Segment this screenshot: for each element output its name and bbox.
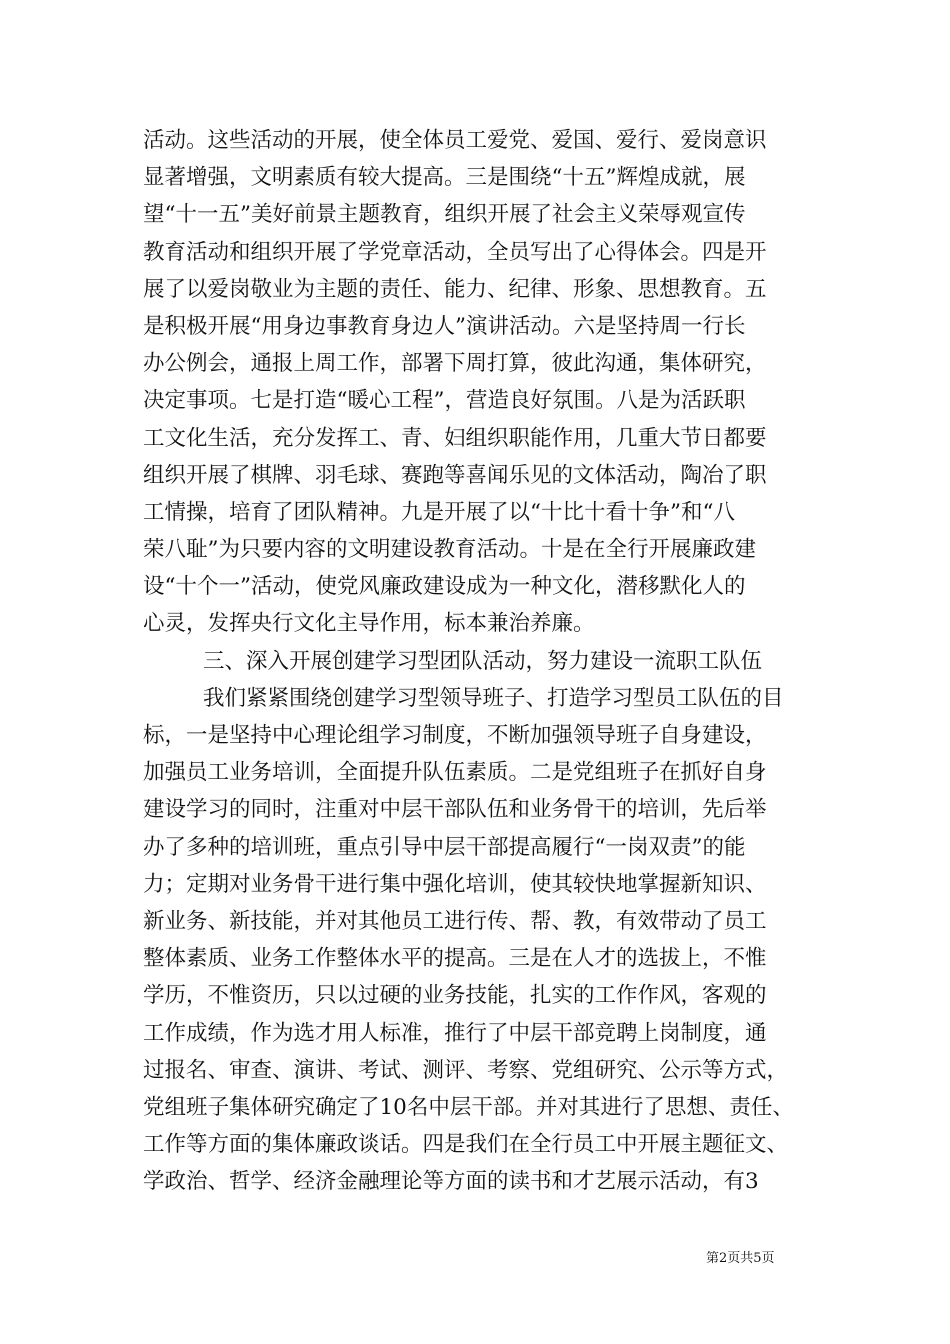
text-line: 加强员工业务培训，全面提升队伍素质。二是党组班子在抓好自身 [143,760,767,786]
text-line: 是积极开展“用身边事教育身边人”演讲活动。六是坚持周一行长 [143,313,746,339]
text-line: 活动。这些活动的开展，使全体员工爱党、爱国、爱行、爱岗意识 [143,128,767,153]
section-heading: 三、深入开展创建学习型团队活动，努力建设一流职工队伍 [203,648,763,674]
text-line: 新业务、新技能，并对其他员工进行传、帮、教，有效带动了员工 [143,908,767,934]
body-text [143,122,815,1200]
text-line: 整体素质、业务工作整体水平的提高。三是在人才的选拔上，不惟 [143,946,767,972]
text-line: 工作成绩，作为选才用人标准，推行了中层干部竞聘上岗制度，通 [143,1020,767,1046]
text-line: 党组班子集体研究确定了10名中层干部。并对其进行了思想、责任、 [143,1094,794,1120]
text-line: 学历，不惟资历，只以过硬的业务技能，扎实的工作作风，客观的 [143,983,767,1009]
text-line: 决定事项。七是打造“暖心工程”，营造良好氛围。八是为活跃职 [143,388,746,414]
text-line: 展了以爱岗敬业为主题的责任、能力、纪律、形象、思想教育。五 [143,276,767,302]
text-line: 工作等方面的集体廉政谈话。四是我们在全行员工中开展主题征文、 [143,1132,789,1158]
text-line: 我们紧紧围绕创建学习型领导班子、打造学习型员工队伍的目 [203,685,784,711]
text-line: 显著增强，文明素质有较大提高。三是围绕“十五”辉煌成就，展 [143,165,746,191]
text-line: 力；定期对业务骨干进行集中强化培训，使其较快地掌握新知识、 [143,871,767,897]
text-line: 标，一是坚持中心理论组学习制度，不断加强领导班子自身建设， [143,723,767,748]
text-line: 组织开展了棋牌、羽毛球、赛跑等喜闻乐见的文体活动，陶冶了职 [143,462,767,488]
text-line: 设“十个一”活动，使党风廉政建设成为一种文化，潜移默化人的 [143,574,746,600]
text-line: 学政治、哲学、经济金融理论等方面的读书和才艺展示活动，有3 [143,1169,759,1195]
page-number: 第2页共5页 [706,1251,775,1266]
text-line: 办了多种的培训班，重点引导中层干部提高履行“一岗双责”的能 [143,834,746,860]
text-line: 过报名、审查、演讲、考试、测评、考察、党组研究、公示等方式， [143,1057,789,1083]
text-line: 望“十一五”美好前景主题教育，组织开展了社会主义荣辱观宣传 [143,202,746,228]
text-line: 教育活动和组织开展了学党章活动，全员写出了心得体会。四是开 [143,239,767,265]
text-line: 建设学习的同时，注重对中层干部队伍和业务骨干的培训，先后举 [143,797,767,823]
text-line: 心灵，发挥央行文化主导作用，标本兼治养廉。 [143,611,595,637]
text-line: 工情操，培育了团队精神。九是开展了以“十比十看十争”和“八 [143,499,735,525]
text-line: 办公例会，通报上周工作，部署下周打算，彼此沟通，集体研究， [143,351,767,377]
text-line: 荣八耻”为只要内容的文明建设教育活动。十是在全行开展廉政建 [143,537,756,563]
text-line: 工文化生活，充分发挥工、青、妇组织职能作用，几重大节日都要 [143,425,767,451]
